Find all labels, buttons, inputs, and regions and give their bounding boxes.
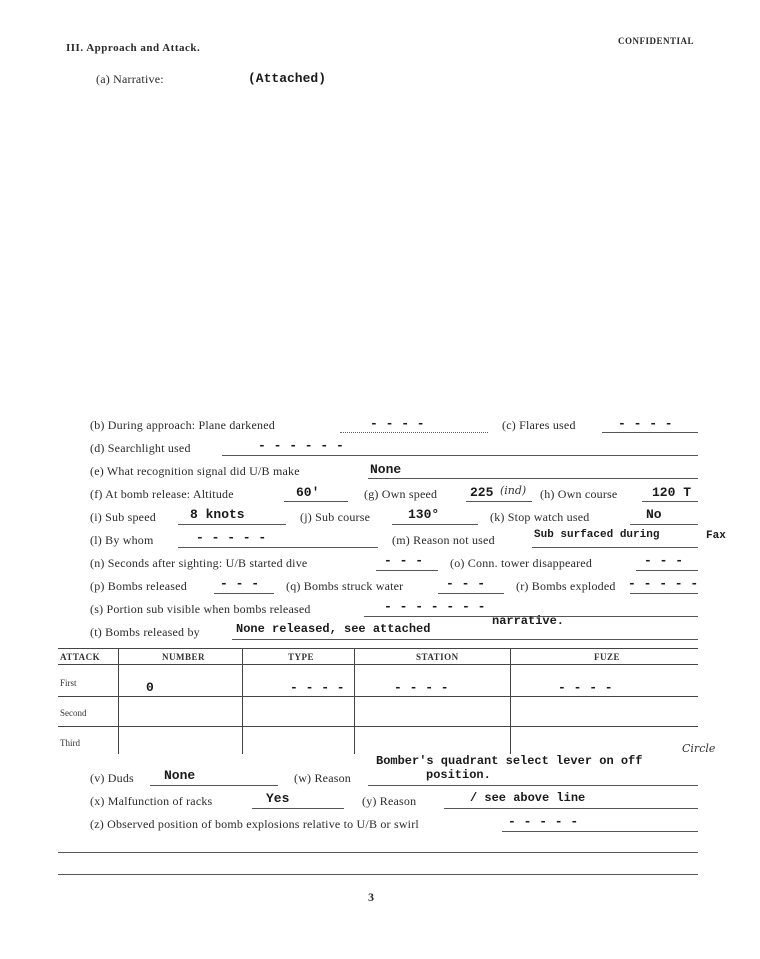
narrative-value: (Attached) xyxy=(248,71,327,86)
field-k-line xyxy=(630,524,698,525)
field-j-label: (j) Sub course xyxy=(300,510,371,524)
field-i-value: 8 knots xyxy=(190,507,245,522)
page-number: 3 xyxy=(368,890,375,904)
section-title: III. Approach and Attack. xyxy=(66,42,201,54)
field-z-line xyxy=(502,831,698,832)
field-p-label: (p) Bombs released xyxy=(90,579,187,593)
field-g-annotation: (ind) xyxy=(500,484,527,497)
field-e-line xyxy=(368,478,698,479)
field-q-value: - - - xyxy=(446,576,486,591)
field-b-value: - - - - xyxy=(370,416,425,431)
field-y-line xyxy=(444,808,698,809)
field-o-line xyxy=(636,570,698,571)
field-e-label: (e) What recognition signal did U/B make xyxy=(90,464,300,478)
table-col-rule-2 xyxy=(242,648,243,754)
table-row-label-second: Second xyxy=(60,708,87,718)
table-header-type: TYPE xyxy=(288,652,315,662)
field-d-label: (d) Searchlight used xyxy=(90,441,191,455)
field-x-label: (x) Malfunction of racks xyxy=(90,794,213,808)
table-col-rule-4 xyxy=(510,648,511,754)
field-v-value: None xyxy=(164,768,196,783)
table-rule-top xyxy=(58,648,698,649)
field-s-value: - - - - - - - xyxy=(384,599,486,614)
field-k-value: No xyxy=(646,507,662,522)
field-t-value: None released, see attached xyxy=(236,622,431,636)
field-b-line xyxy=(340,432,488,433)
field-l-value: - - - - - xyxy=(196,530,267,545)
field-y-label: (y) Reason xyxy=(362,794,417,808)
field-m-value: Sub surfaced during xyxy=(534,529,660,541)
field-r-line xyxy=(630,593,698,594)
field-t-value-cont: narrative. xyxy=(492,614,565,628)
field-x-value: Yes xyxy=(266,791,290,806)
field-g-line xyxy=(466,501,532,502)
table-cell-first-number: 0 xyxy=(146,680,154,695)
field-z-label: (z) Observed position of bomb explosions relative to U/B or swirl xyxy=(90,817,419,831)
field-h-value: 120 T xyxy=(652,485,692,500)
table-header-number: NUMBER xyxy=(162,652,205,662)
bomb-table xyxy=(58,648,698,754)
table-cell-first-type: - - - - xyxy=(290,680,345,695)
field-o-label: (o) Conn. tower disappeared xyxy=(450,556,593,570)
field-z-value: - - - - - xyxy=(508,814,579,829)
table-col-rule-1 xyxy=(118,648,119,754)
blank-line-2 xyxy=(58,874,698,875)
field-i-line xyxy=(178,524,286,525)
field-j-value: 130° xyxy=(408,507,440,522)
field-n-value: - - - xyxy=(384,553,424,568)
field-b-label: (b) During approach: Plane darkened xyxy=(90,418,275,432)
field-n-label: (n) Seconds after sighting: U/B started dive xyxy=(90,556,308,570)
field-f-line xyxy=(284,501,348,502)
field-m-line xyxy=(532,547,698,548)
field-k-label: (k) Stop watch used xyxy=(490,510,590,524)
field-m-value-cont: Fax xyxy=(706,530,726,542)
field-e-value: None xyxy=(370,462,402,477)
field-o-value: - - - xyxy=(644,553,684,568)
field-w-value-line1: Bomber's quadrant select lever on off xyxy=(376,754,643,768)
field-w-annotation: Circle xyxy=(682,742,716,755)
classification-stamp: CONFIDENTIAL xyxy=(618,36,695,46)
field-h-line xyxy=(642,501,698,502)
field-g-label: (g) Own speed xyxy=(364,487,438,501)
field-f-value: 60' xyxy=(296,485,320,500)
field-v-label: (v) Duds xyxy=(90,771,134,785)
field-d-value: - - - - - - xyxy=(258,438,344,453)
field-c-label: (c) Flares used xyxy=(502,418,576,432)
table-header-attack: ATTACK xyxy=(60,652,101,662)
field-n-line xyxy=(376,570,438,571)
field-c-line xyxy=(602,432,698,433)
table-header-fuze: FUZE xyxy=(594,652,621,662)
blank-line-1 xyxy=(58,852,698,853)
field-t-label: (t) Bombs released by xyxy=(90,625,200,639)
field-q-label: (q) Bombs struck water xyxy=(286,579,404,593)
table-rule-header xyxy=(58,664,698,665)
field-v-line xyxy=(150,785,278,786)
table-rule-row1 xyxy=(58,696,698,697)
field-r-value: - - - - - xyxy=(628,576,699,591)
field-p-line xyxy=(214,593,274,594)
table-col-rule-3 xyxy=(354,648,355,754)
field-y-value: / see above line xyxy=(470,791,586,805)
field-s-label: (s) Portion sub visible when bombs released xyxy=(90,602,311,616)
field-h-label: (h) Own course xyxy=(540,487,618,501)
field-w-line xyxy=(368,785,698,786)
field-w-label: (w) Reason xyxy=(294,771,351,785)
field-d-line xyxy=(222,455,698,456)
narrative-label: (a) Narrative: xyxy=(96,72,164,86)
field-m-label: (m) Reason not used xyxy=(392,533,495,547)
table-cell-first-station: - - - - xyxy=(394,680,449,695)
field-w-value-line2: position. xyxy=(426,768,491,782)
table-header-station: STATION xyxy=(416,652,459,662)
field-j-line xyxy=(392,524,478,525)
field-p-value: - - - xyxy=(220,576,260,591)
field-i-label: (i) Sub speed xyxy=(90,510,156,524)
table-row-label-first: First xyxy=(60,678,77,688)
field-l-line xyxy=(178,547,378,548)
table-row-label-third: Third xyxy=(60,738,80,748)
table-rule-row2 xyxy=(58,726,698,727)
table-cell-first-fuze: - - - - xyxy=(558,680,613,695)
field-r-label: (r) Bombs exploded xyxy=(516,579,616,593)
field-t-line xyxy=(232,639,698,640)
field-g-value: 225 xyxy=(470,485,494,500)
field-x-line xyxy=(252,808,344,809)
field-q-line xyxy=(438,593,504,594)
field-f-label: (f) At bomb release: Altitude xyxy=(90,487,234,501)
field-l-label: (l) By whom xyxy=(90,533,154,547)
field-c-value: - - - - xyxy=(618,416,673,431)
